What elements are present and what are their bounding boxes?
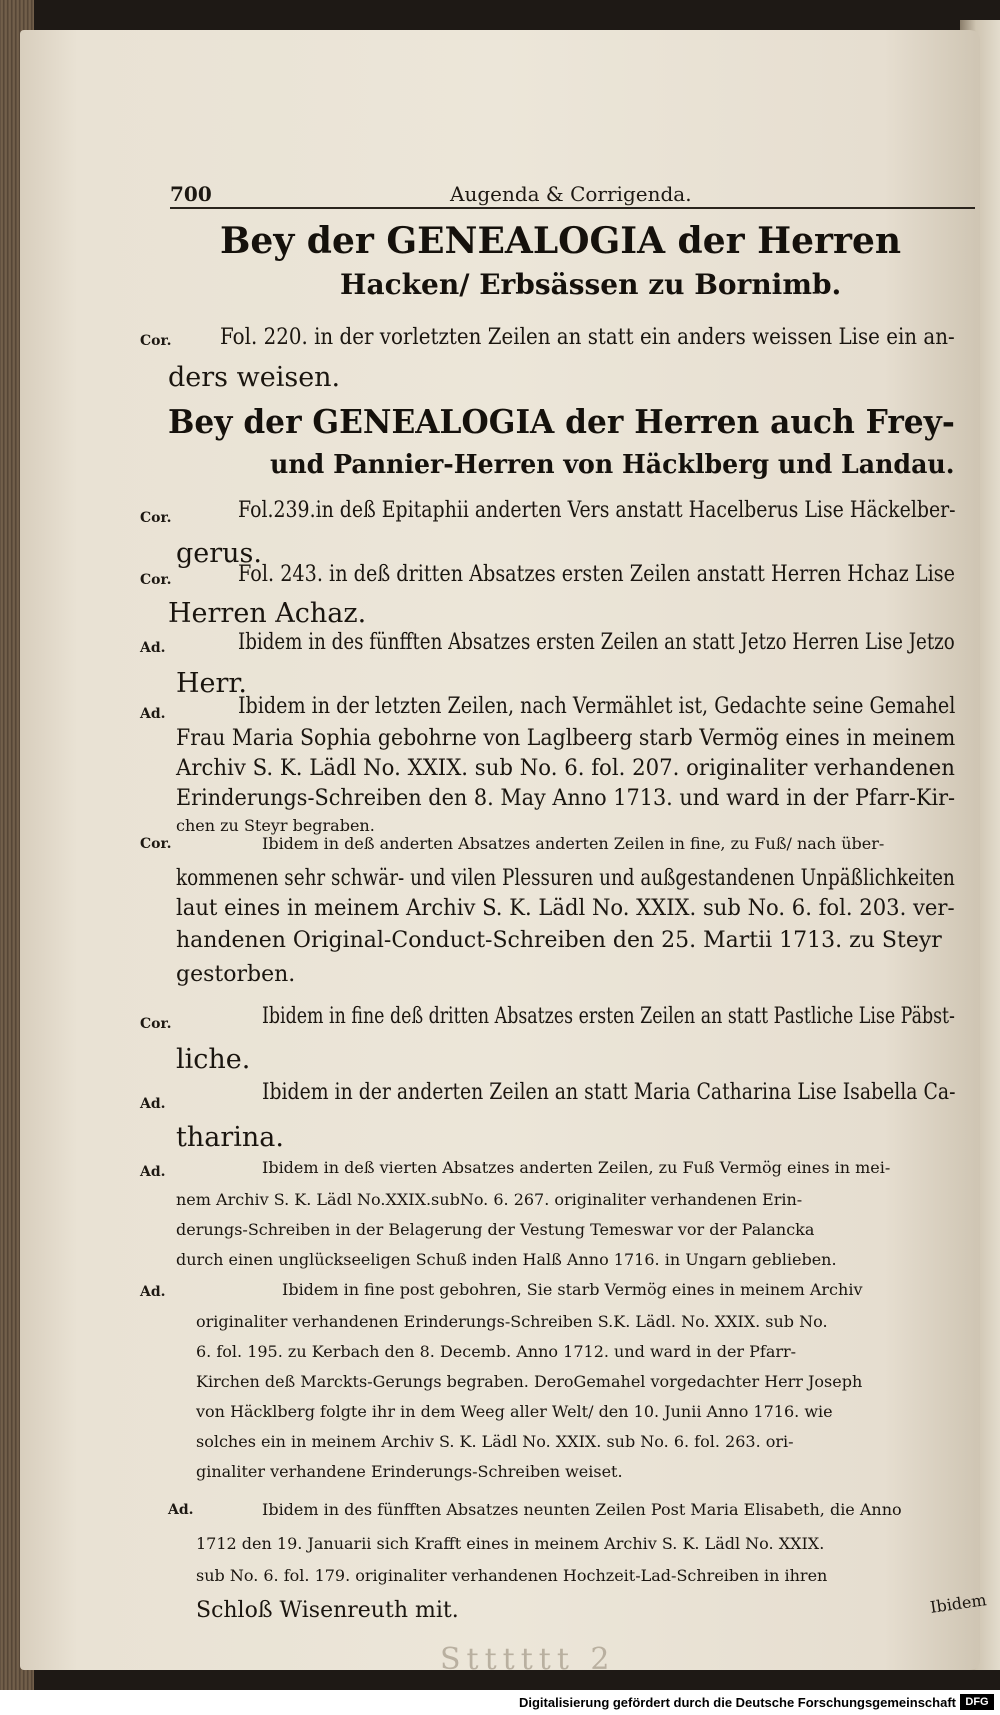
header-rule bbox=[170, 207, 975, 209]
entry-line: Ibidem in der letzten Zeilen, nach Vermählet ist, Gedachte seine Gemahel bbox=[238, 694, 956, 719]
footer-credit: Digitalisierung gefördert durch die Deutsche Forschungsgemeinschaft bbox=[518, 1695, 956, 1710]
entry-line: chen zu Steyr begraben. bbox=[176, 816, 375, 835]
entry-line: Ibidem in fine deß dritten Absatzes ersten Zeilen an statt Pastliche Lise Päbst- bbox=[262, 1004, 955, 1029]
entry-marker: Ad. bbox=[140, 640, 166, 656]
running-title: Augenda & Corrigenda. bbox=[450, 182, 692, 206]
entry-line: Erinderungs-Schreiben den 8. May Anno 1713. und ward in der Pfarr-Kir- bbox=[176, 786, 956, 811]
entry-line: laut eines in meinem Archiv S. K. Lädl No. XXIX. sub No. 6. fol. 203. ver- bbox=[176, 896, 955, 921]
entry-marker: Cor. bbox=[140, 510, 172, 526]
entry-line: von Häcklberg folgte ihr in dem Weeg aller Welt/ den 10. Junii Anno 1716. wie bbox=[196, 1402, 833, 1421]
entry-line: Ibidem in fine post gebohren, Sie starb Vermög eines in meinem Archiv bbox=[282, 1280, 863, 1299]
dfg-logo: DFG bbox=[960, 1694, 994, 1710]
entry-line: Herren Achaz. bbox=[168, 598, 367, 629]
entry-marker: Cor. bbox=[140, 836, 172, 852]
entry-line: originaliter verhandenen Erinderungs-Schreiben S.K. Lädl. No. XXIX. sub No. bbox=[196, 1312, 828, 1331]
section-subheading-2: und Pannier-Herren von Häcklberg und Landau. bbox=[270, 450, 955, 480]
entry-line: handenen Original-Conduct-Schreiben den 25. Martii 1713. zu Steyr bbox=[176, 928, 942, 953]
entry-line: ders weisen. bbox=[168, 362, 341, 393]
catchword: Ibidem bbox=[928, 1590, 988, 1617]
entry-line: Fol. 220. in der vorletzten Zeilen an statt ein anders weissen Lise ein an- bbox=[220, 325, 955, 350]
entry-line: 1712 den 19. Januarii sich Krafft eines in meinem Archiv S. K. Lädl No. XXIX. bbox=[196, 1534, 825, 1553]
entry-marker: Cor. bbox=[140, 1016, 172, 1032]
entry-line: Herr. bbox=[176, 668, 247, 699]
entry-marker: Ad. bbox=[140, 1096, 166, 1112]
entry-line: gestorben. bbox=[176, 962, 296, 987]
entry-marker: Ad. bbox=[140, 706, 166, 722]
entry-line: Ibidem in deß vierten Absatzes anderten Zeilen, zu Fuß Vermög eines in mei- bbox=[262, 1158, 891, 1177]
entry-line: Schloß Wisenreuth mit. bbox=[196, 1598, 459, 1623]
section-heading-2: Bey der GENEALOGIA der Herren auch Frey- bbox=[168, 402, 955, 441]
entry-line: Archiv S. K. Lädl No. XXIX. sub No. 6. fol. 207. originaliter verhandenen bbox=[176, 756, 955, 781]
page-number: 700 bbox=[170, 182, 212, 206]
entry-line: Ibidem in der anderten Zeilen an statt Maria Catharina Lise Isabella Ca- bbox=[262, 1080, 956, 1105]
entry-marker: Ad. bbox=[140, 1164, 166, 1180]
entry-line: durch einen unglückseeligen Schuß inden Halß Anno 1716. in Ungarn geblieben. bbox=[176, 1250, 837, 1269]
entry-line: Ibidem in des fünfften Absatzes ersten Zeilen an statt Jetzo Herren Lise Jetzo bbox=[238, 630, 955, 655]
entry-marker: Cor. bbox=[140, 333, 172, 349]
entry-line: Fol. 243. in deß dritten Absatzes ersten Zeilen anstatt Herren Hchaz Lise bbox=[238, 562, 955, 587]
entry-line: Ibidem in deß anderten Absatzes anderten Zeilen in fine, zu Fuß/ nach über- bbox=[262, 834, 885, 853]
entry-line: nem Archiv S. K. Lädl No.XXIX.subNo. 6. 267. originaliter verhandenen Erin- bbox=[176, 1190, 803, 1209]
entry-marker: Ad. bbox=[140, 1284, 166, 1300]
entry-line: kommenen sehr schwär- und vilen Plessuren und außgestandenen Unpäßlichkeiten bbox=[176, 866, 955, 891]
entry-marker: Ad. bbox=[168, 1502, 194, 1518]
entry-line: gerus. bbox=[176, 538, 262, 569]
entry-line: liche. bbox=[176, 1044, 251, 1075]
entry-line: 6. fol. 195. zu Kerbach den 8. Decemb. Anno 1712. und ward in der Pfarr- bbox=[196, 1342, 797, 1361]
entry-line: sub No. 6. fol. 179. originaliter verhandenen Hochzeit-Lad-Schreiben in ihren bbox=[196, 1566, 828, 1585]
entry-line: tharina. bbox=[176, 1122, 284, 1153]
entry-line: Kirchen deß Marckts-Gerungs begraben. DeroGemahel vorgedachter Herr Joseph bbox=[196, 1372, 863, 1391]
entry-line: Ibidem in des fünfften Absatzes neunten Zeilen Post Maria Elisabeth, die Anno bbox=[262, 1500, 902, 1519]
entry-line: Frau Maria Sophia gebohrne von Laglbeerg starb Vermög eines in meinem bbox=[176, 726, 956, 751]
running-header bbox=[170, 182, 975, 206]
section-subheading-1: Hacken/ Erbsässen zu Bornimb. bbox=[340, 268, 842, 301]
entry-line: solches ein in meinem Archiv S. K. Lädl No. XXIX. sub No. 6. fol. 263. ori- bbox=[196, 1432, 794, 1451]
entry-line: Fol.239.in deß Epitaphii anderten Vers anstatt Hacelberus Lise Häckelber- bbox=[238, 498, 956, 523]
entry-line: ginaliter verhandene Erinderungs-Schreiben weiset. bbox=[196, 1462, 623, 1481]
section-heading-1: Bey der GENEALOGIA der Herren bbox=[220, 220, 902, 262]
entry-line: derungs-Schreiben in der Belagerung der Vestung Temeswar vor der Palancka bbox=[176, 1220, 815, 1239]
bleed-through-text: Stttttt 2 bbox=[440, 1642, 616, 1677]
entry-marker: Cor. bbox=[140, 572, 172, 588]
